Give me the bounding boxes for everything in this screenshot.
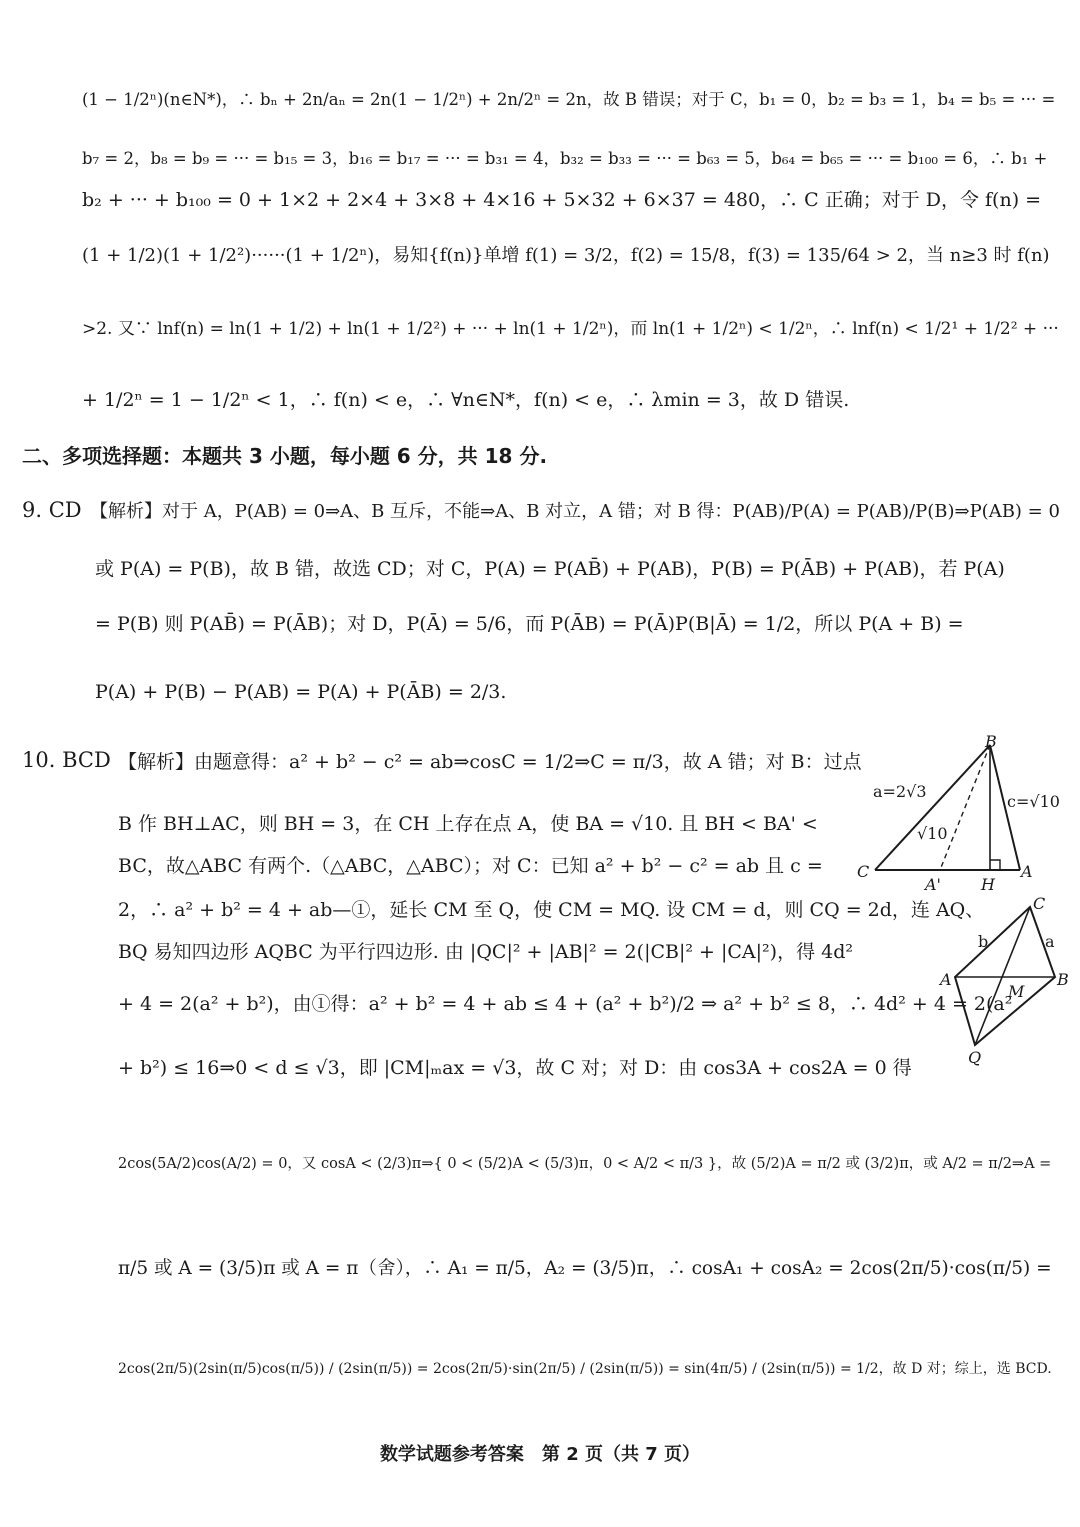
text-line: 2cos(5A/2)cos(A/2) = 0，又 cosA < (2/3)π⇒{ 0 < (5/2)A < (5/3)π，0 < A/2 < π/3 }，故 (5/2)A = π/2 或 (3/2)π，或 A/2 = π/2⇒A =	[118, 1156, 1052, 1172]
page-footer: 数学试题参考答案 第 2 页（共 7 页）	[379, 1444, 701, 1465]
label-sqrt10: √10	[917, 824, 948, 843]
text-line: π/5 或 A = (3/5)π 或 A = π（舍），∴ A₁ = π/5，A₂ = (3/5)π，∴ cosA₁ + cosA₂ = 2cos(2π/5)·cos(π/5) =	[118, 1258, 1052, 1279]
text-line: (1 − 1/2ⁿ)(n∈N*)，∴ bₙ + 2n/aₙ = 2n(1 − 1/2ⁿ) + 2n/2ⁿ = 2n，故 B 错误；对于 C，b₁ = 0，b₂ = b₃ = 1，b₄ = b₅ = ··· =	[82, 90, 1056, 109]
text-line: 【解析】对于 A，P(AB) = 0⇒A、B 互斥，不能⇒A、B 对立，A 错；对 B 得：P(AB)/P(A) = P(AB)/P(B)⇒P(AB) = 0	[90, 501, 1060, 522]
parallelogram-figure	[940, 895, 1075, 1070]
label-b: b	[978, 932, 989, 951]
label-B: B	[985, 732, 997, 751]
label-B: B	[1057, 970, 1069, 989]
section-heading: 二、多项选择题：本题共 3 小题，每小题 6 分，共 18 分.	[22, 444, 548, 468]
question-number: 9. CD	[22, 498, 82, 522]
text-line: B 作 BH⊥AC，则 BH = 3，在 CH 上存在点 A，使 BA = √10. 且 BH < BA' <	[118, 813, 818, 835]
text-line: = P(B) 则 P(AB̄) = P(ĀB)；对 D，P(Ā) = 5/6，而 P(ĀB) = P(Ā)P(B|Ā) = 1/2，所以 P(A + B) =	[95, 613, 964, 635]
text-line: b₂ + ··· + b₁₀₀ = 0 + 1×2 + 2×4 + 3×8 + 4×16 + 5×32 + 6×37 = 480，∴ C 正确；对于 D，令 f(n) =	[82, 189, 1042, 211]
label-A-prime: A'	[925, 875, 941, 894]
label-Q: Q	[968, 1048, 982, 1067]
text-line: 【解析】由题意得：a² + b² − c² = ab⇒cosC = 1/2⇒C = π/3，故 A 错；对 B：过点	[118, 751, 862, 773]
text-line: b₇ = 2，b₈ = b₉ = ··· = b₁₅ = 3，b₁₆ = b₁₇ = ··· = b₃₁ = 4，b₃₂ = b₃₃ = ··· = b₆₃ = 5，b₆₄ = b₆₅ = ··· = b₁₀₀ = 6，∴ b₁ +	[82, 149, 1048, 168]
text-line: 2cos(2π/5)(2sin(π/5)cos(π/5)) / (2sin(π/5)) = 2cos(2π/5)·sin(2π/5) / (2sin(π/5)) = sin(4π/5) / (2sin(π/5)) = 1/2，故 D 对；综上，选 BCD.	[118, 1361, 1052, 1377]
label-M: M	[1008, 982, 1025, 1001]
text-line: (1 + 1/2)(1 + 1/2²)······(1 + 1/2ⁿ)，易知{f(n)}单增 f(1) = 3/2，f(2) = 15/8，f(3) = 135/64 > 2，当 n≥3 时 f(n)	[82, 245, 1050, 266]
question-number: 10. BCD	[22, 748, 111, 772]
label-a: a	[1045, 932, 1055, 951]
text-line: BC，故△ABC 有两个.（△ABC，△ABC）；对 C：已知 a² + b² − c² = ab 且 c =	[118, 855, 823, 877]
text-line: 或 P(A) = P(B)，故 B 错，故选 CD；对 C，P(A) = P(AB̄) + P(AB)，P(B) = P(ĀB) + P(AB)，若 P(A)	[95, 558, 1005, 580]
text-line: >2. 又∵ lnf(n) = ln(1 + 1/2) + ln(1 + 1/2²) + ··· + ln(1 + 1/2ⁿ)，而 ln(1 + 1/2ⁿ) < 1/2ⁿ，∴ lnf(n) < 1/2¹ + 1/2² + ···	[82, 319, 1059, 339]
text-line: + b²) ≤ 16⇒0 < d ≤ √3，即 |CM|ₘax = √3，故 C 对；对 D：由 cos3A + cos2A = 0 得	[118, 1057, 912, 1079]
label-c: c=√10	[1007, 792, 1060, 811]
label-A: A	[1021, 862, 1033, 881]
triangle-figure	[855, 732, 1070, 895]
label-A: A	[940, 970, 952, 989]
label-H: H	[981, 875, 995, 894]
label-C: C	[857, 862, 870, 881]
text-line: 2，∴ a² + b² = 4 + ab—①，延长 CM 至 Q，使 CM = MQ. 设 CM = d，则 CQ = 2d，连 AQ、	[118, 899, 985, 921]
label-a: a=2√3	[873, 782, 927, 801]
label-C: C	[1033, 894, 1046, 913]
text-line: P(A) + P(B) − P(AB) = P(A) + P(ĀB) = 2/3.	[95, 681, 507, 703]
text-line: + 4 = 2(a² + b²)，由①得：a² + b² = 4 + ab ≤ 4 + (a² + b²)/2 ⇒ a² + b² ≤ 8，∴ 4d² + 4 = 2(a²	[118, 993, 1013, 1015]
text-line: BQ 易知四边形 AQBC 为平行四边形. 由 |QC|² + |AB|² = 2(|CB|² + |CA|²)，得 4d²	[118, 941, 853, 963]
text-line: + 1/2ⁿ = 1 − 1/2ⁿ < 1，∴ f(n) < e，∴ ∀n∈N*，f(n) < e，∴ λmin = 3，故 D 错误.	[82, 389, 850, 411]
